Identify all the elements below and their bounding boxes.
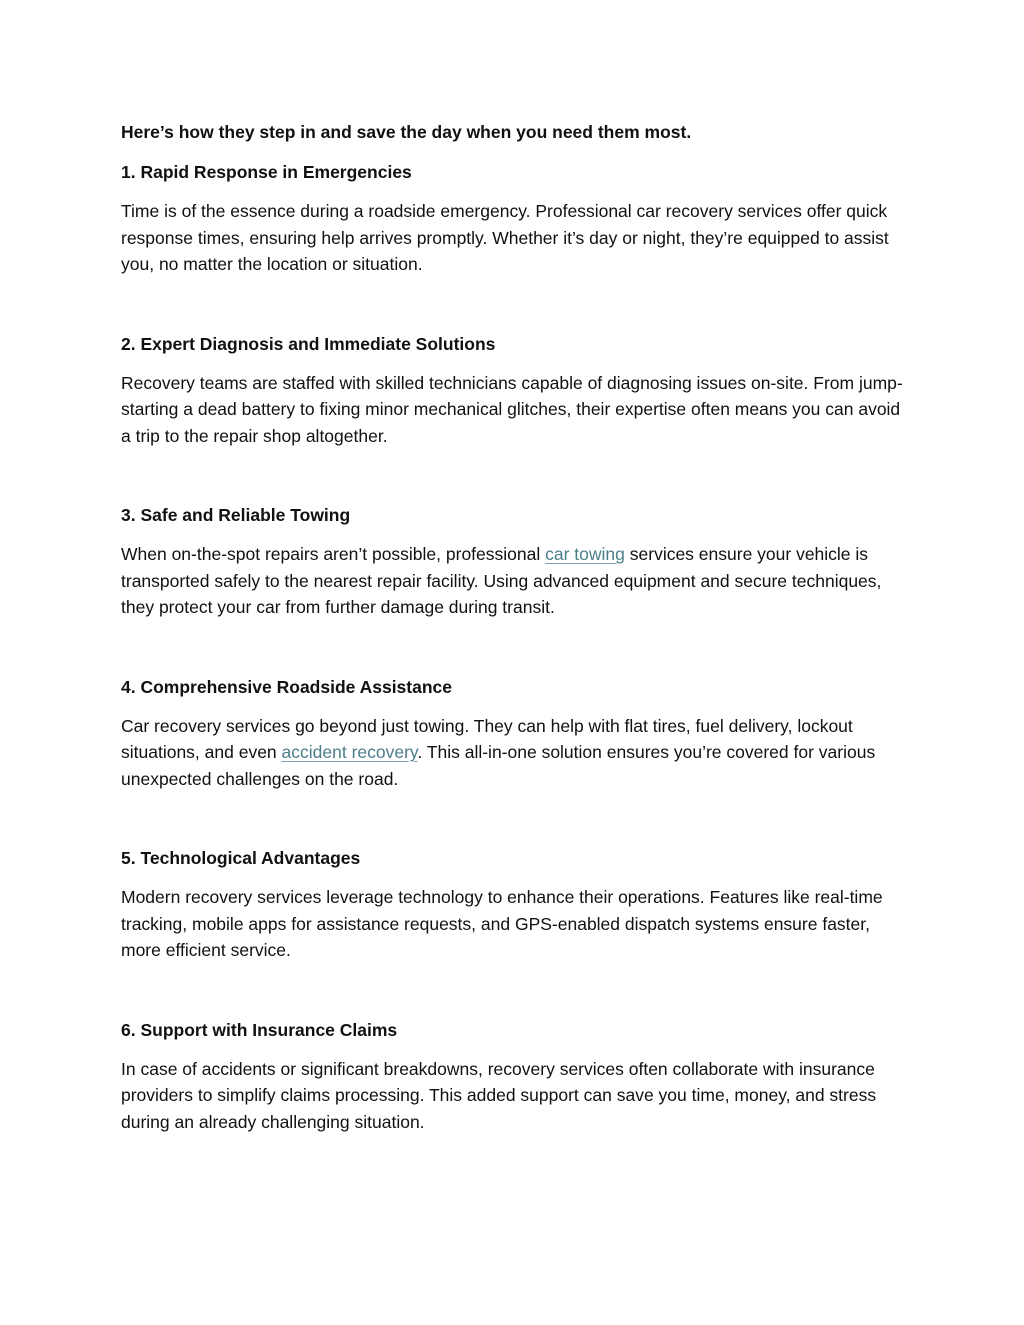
section-towing <box>121 501 911 621</box>
section-roadside-assistance <box>121 673 911 793</box>
section-heading: 5. Technological Advantages <box>121 848 361 868</box>
section-insurance-claims <box>121 1016 911 1136</box>
section-expert-diagnosis <box>121 330 911 450</box>
section-heading: 6. Support with Insurance Claims <box>121 1019 398 1040</box>
section-body <box>121 713 911 793</box>
section-heading: 3. Safe and Reliable Towing <box>121 505 351 525</box>
section-heading: 2. Expert Diagnosis and Immediate Solutions <box>121 333 496 354</box>
intro-text: Here’s how they step in and save the day when you need them most. <box>121 122 692 142</box>
accident-recovery-link[interactable]: accident recovery <box>281 742 418 762</box>
body-text-after: . This all-in-one solution ensures you’re covered for various unexpected challenges on the road. <box>121 742 876 789</box>
body-text-before: Car recovery services go beyond just towing. They can help with flat tires, fuel delivery, lockout situations, and even <box>121 715 853 762</box>
section-body: Modern recovery services leverage technology to enhance their operations. Features like real-time tracking, mobile apps for assistance requests, and GPS-enabled dispatch systems ensure faster, more efficient service. <box>121 887 883 960</box>
section-body: In case of accidents or significant breakdowns, recovery services often collaborate with insurance providers to simplify claims processing. This added support can save you time, money, and stress during an already challenging situation. <box>121 1058 877 1132</box>
section-body <box>121 541 911 621</box>
body-text-after: services ensure your vehicle is transported safely to the nearest repair facility. Using advanced equipment and secure techniques, they protect your car from further damage during transit. <box>121 544 882 617</box>
section-technological-advantages <box>121 844 911 964</box>
section-rapid-response <box>121 158 911 278</box>
section-heading: 1. Rapid Response in Emergencies <box>121 162 412 182</box>
section-body: Time is of the essence during a roadside emergency. Professional car recovery services offer quick response times, ensuring help arrives promptly. Whether it’s day or night, they’re equipped to assist you, no matter the location or situation. <box>121 201 889 274</box>
section-body: Recovery teams are staffed with skilled technicians capable of diagnosing issues on-site. From jump-starting a dead battery to fixing minor mechanical glitches, their expertise often means you can avoid a trip to the repair shop altogether. <box>121 372 903 446</box>
document-page <box>121 118 911 1187</box>
body-text-before: When on-the-spot repairs aren’t possible, professional <box>121 544 546 564</box>
car-towing-link[interactable]: car towing <box>545 544 625 564</box>
section-heading: 4. Comprehensive Roadside Assistance <box>121 676 453 697</box>
